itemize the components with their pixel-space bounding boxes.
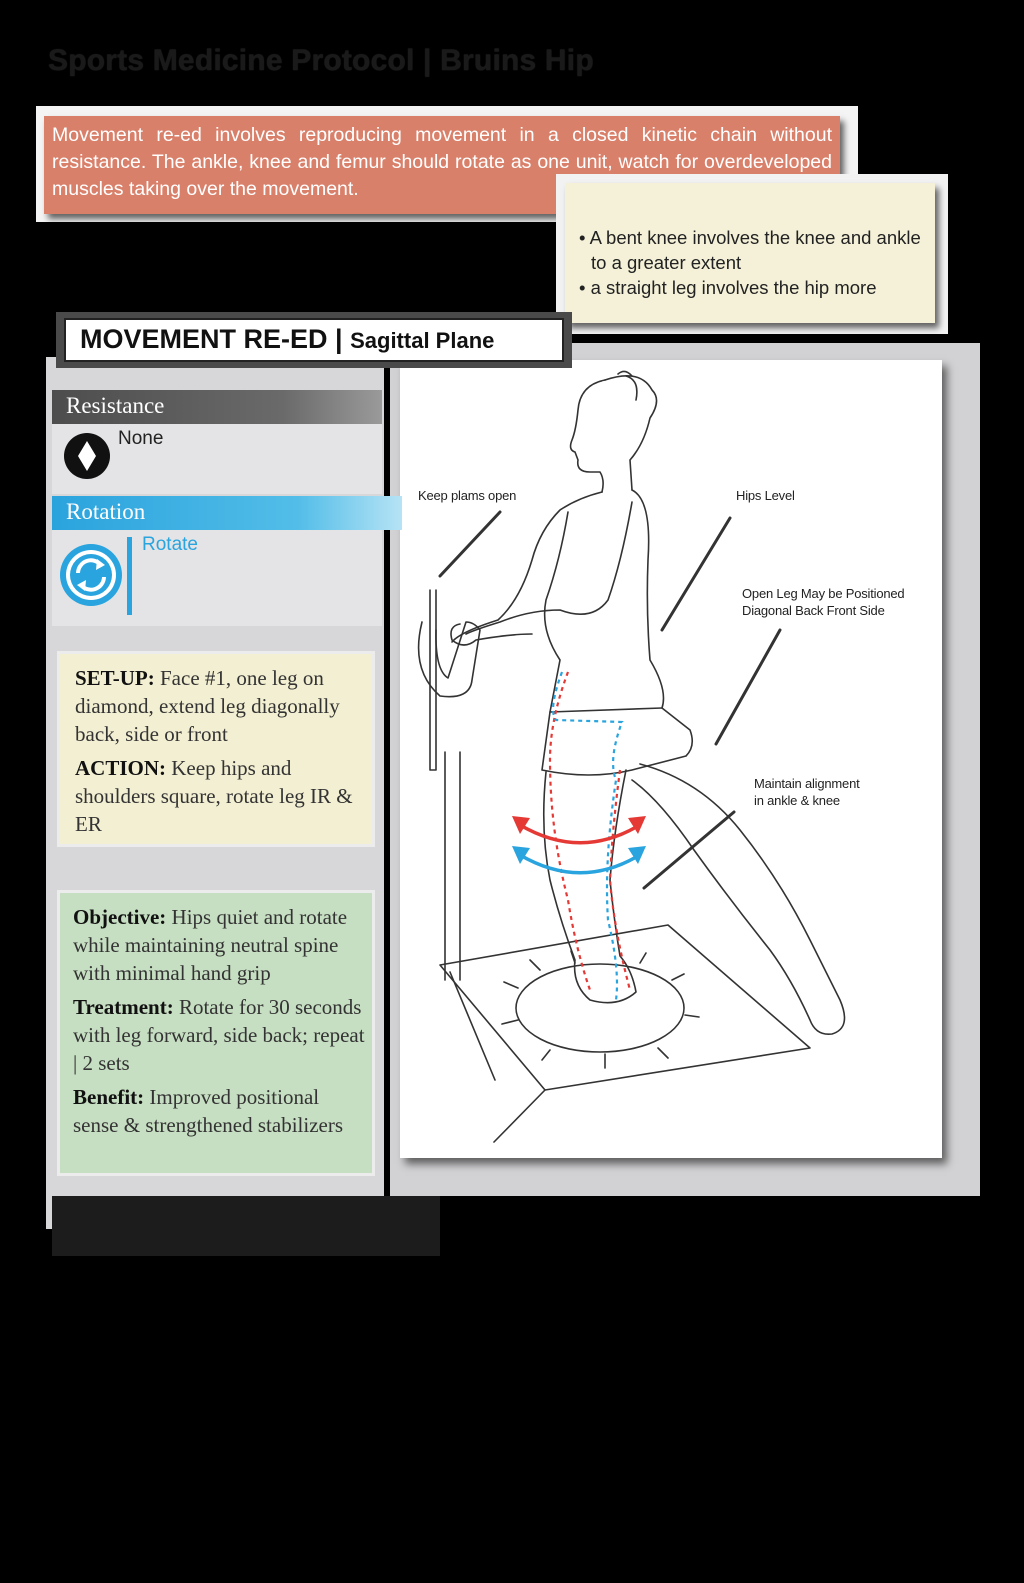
objective-label: Objective: (73, 905, 167, 929)
figure-drawing (400, 360, 942, 1158)
note-item-straight-leg: • a straight leg involves the hip more (579, 277, 877, 298)
platform-edge (450, 972, 545, 1142)
callout-open-leg-2: Diagonal Back Front Side (742, 603, 885, 618)
callout-line-palms (440, 512, 500, 576)
setup-panel (60, 654, 372, 844)
head-profile (571, 380, 605, 492)
treatment-label: Treatment: (73, 995, 174, 1019)
rotation-value: Rotate (142, 534, 198, 555)
platform-board (440, 925, 810, 1090)
red-rotation-arc (520, 825, 638, 843)
callout-open-leg-1: Open Leg May be Positioned (742, 586, 905, 601)
standing-leg (544, 770, 636, 1003)
benefit-paragraph (73, 1083, 366, 1139)
objective-paragraph (73, 903, 366, 987)
callout-line-hips (662, 518, 730, 630)
callout-maintain-2: in ankle & knee (754, 793, 840, 808)
setup-text: Face #1, one leg on diamond, extend leg diagonally back, side or front (75, 666, 340, 746)
action-text: Keep hips and shoulders square, rotate leg IR & ER (75, 756, 353, 836)
callout-maintain-1: Maintain alignment (754, 776, 860, 791)
treatment-text: Rotate for 30 seconds with leg forward, side back; repeat | 2 sets (73, 995, 365, 1075)
objective-text: Hips quiet and rotate while maintaining neutral spine with minimal hand grip (73, 905, 348, 985)
exercise-illustration (400, 360, 942, 1158)
front-arm-upper (452, 492, 602, 642)
callout-line-alignment (644, 812, 734, 888)
rotate-icon (59, 543, 123, 612)
resistance-value: None (118, 428, 164, 449)
intro-box: Movement re-ed involves reproducing movement in a closed kinetic chain without resistance. The ankle, knee and femur should rotate as one unit, watch for overdeveloped muscles taking over the movement. (44, 116, 840, 214)
callout-hips-level: Hips Level (736, 488, 795, 503)
action-label: ACTION: (75, 756, 167, 780)
blue-rotation-arc (520, 855, 638, 873)
resistance-heading: Resistance (52, 390, 382, 424)
back-torso (632, 490, 664, 708)
head-back (605, 376, 657, 490)
benefit-text: Improved positional sense & strengthened stabilizers (73, 1085, 344, 1137)
left-panel-shadow (52, 1196, 440, 1256)
tank-top (545, 512, 662, 712)
callout-line-open-leg (716, 630, 780, 744)
card-title-main: MOVEMENT RE-ED | (80, 324, 343, 354)
benefit-label: Benefit: (73, 1085, 145, 1109)
card-title-plane: Sagittal Plane (350, 328, 495, 353)
shorts (542, 708, 692, 775)
setup-label: SET-UP: (75, 666, 155, 690)
objective-panel (60, 893, 372, 1173)
disc-rays (502, 951, 699, 1068)
setup-paragraph (75, 664, 364, 748)
support-pole (445, 752, 460, 980)
callout-keep-palms: Keep plams open (418, 488, 517, 503)
knee-note-box (565, 183, 935, 323)
rotation-heading: Rotation (52, 496, 402, 530)
card-title (64, 318, 564, 362)
treatment-paragraph (73, 993, 366, 1077)
action-paragraph (75, 754, 364, 838)
note-item-bent-knee: • A bent knee involves the knee and ankle to a greater extent (579, 227, 921, 273)
diamond-icon (63, 432, 111, 485)
support-post (430, 590, 436, 770)
blue-arrow-left (512, 846, 530, 864)
rotation-divider (127, 537, 132, 615)
red-arrow-left (512, 816, 530, 834)
document-title: Sports Medicine Protocol | Bruins Hip (48, 44, 594, 77)
handle-bar (419, 622, 480, 697)
balance-disc (516, 964, 684, 1052)
